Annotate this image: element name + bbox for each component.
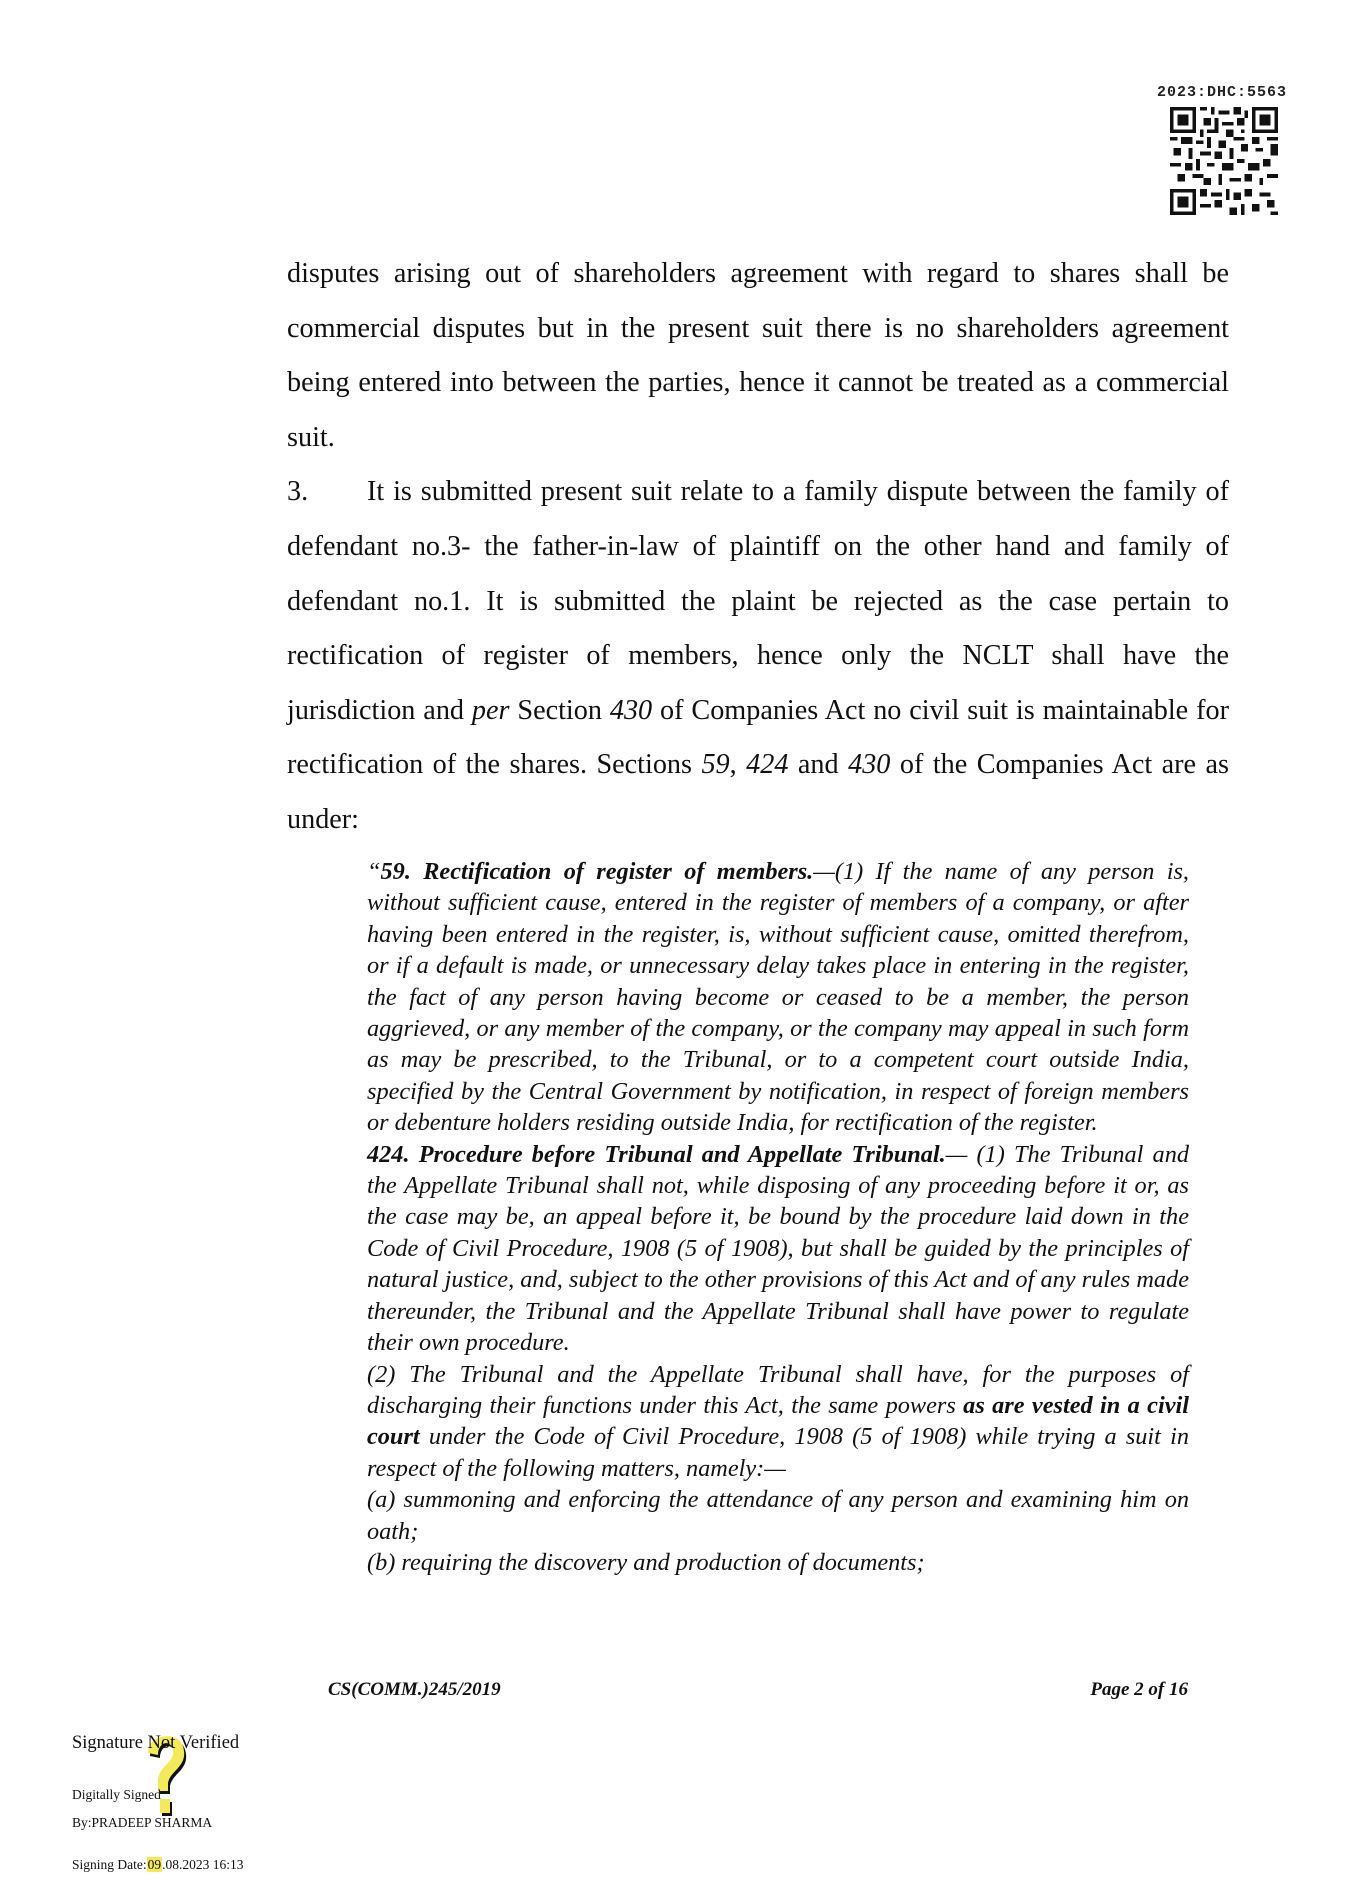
signer-name: By:PRADEEP SHARMA bbox=[72, 1815, 213, 1830]
signing-date: Signing Date:09.08.2023 16:13 bbox=[72, 1857, 244, 1872]
paragraph-3: 3. It is submitted present suit relate to a family dispute between the family of defendant no.3- the father-in-law of plaintiff on the other hand and family of defendant no.1. It is submitted the plaint be rejected as the case pertain to rectification of register of members, hence only the NCLT shall have the jurisdiction and per Section 430 of Companies Act no civil suit is maintainable for rectification of the shares. Sections 59, 424 and 430 of the Companies Act are as under: bbox=[287, 465, 1229, 847]
section-ref: 59 bbox=[701, 749, 730, 781]
digitally-signed-label: Digitally Signed bbox=[72, 1787, 161, 1802]
emphasis: as are vested in a civil court bbox=[367, 1391, 1189, 1451]
section-59-heading: 59. Rectification of register of members. bbox=[380, 858, 814, 885]
body-text bbox=[287, 247, 1229, 848]
section-ref: 424 bbox=[746, 749, 789, 781]
case-number: CS(COMM.)245/2019 bbox=[328, 1679, 501, 1700]
signature-block bbox=[72, 1733, 302, 1872]
section-ref: 430 bbox=[848, 749, 891, 781]
neutral-citation: 2023:DHC:5563 bbox=[1157, 84, 1288, 101]
statute-quote bbox=[367, 856, 1189, 1578]
section-424-heading: 424. Procedure before Tribunal and Appellate Tribunal. bbox=[367, 1140, 946, 1168]
paragraph-number: 3. bbox=[287, 476, 309, 508]
paragraph-continuation: disputes arising out of shareholders agreement with regard to shares shall be commercial disputes but in the present suit there is no shareholders agreement being entered into between the parties, hence it cannot be treated as a commercial suit. bbox=[287, 258, 1229, 453]
signature-status: Signature Not Verified bbox=[72, 1733, 240, 1753]
qr-code-icon bbox=[1170, 107, 1278, 215]
page-number: Page 2 of 16 bbox=[1090, 1679, 1188, 1700]
clause-a: (a) summoning and enforcing the attendance of any person and examining him on oath; bbox=[367, 1486, 1189, 1545]
clause-b: (b) requiring the discovery and production of documents; bbox=[367, 1548, 925, 1576]
section-ref: 430 bbox=[609, 694, 653, 726]
section-424-2: (2) The Tribunal and the Appellate Tribunal shall have, for the purposes of discharging their functions under this Act, the same powers as are vested in a civil court under the Code of Civil Procedure, 1908 (5 of 1908) while trying a suit in respect of the following matters, namely:— bbox=[367, 1360, 1189, 1482]
section-424-1: 424. Procedure before Tribunal and Appellate Tribunal.— (1) The Tribunal and the Appellate Tribunal shall not, while disposing of any proceeding before it or, as the case may be, an appeal before it, be bound by the procedure laid down in the Code of Civil Procedure, 1908 (5 of 1908), but shall be guided by the principles of natural justice, and, subject to the other provisions of this Act and of any rules made thereunder, the Tribunal and the Appellate Tribunal shall have power to regulate their own procedure. bbox=[367, 1140, 1189, 1357]
section-59: “59. Rectification of register of members.—(1) If the name of any person is, without sufficient cause, entered in the register of members of a company, or after having been entered in the register, is, without sufficient cause, omitted therefrom, or if a default is made, or unnecessary delay takes place in entering in the register, the fact of any person having become or ceased to be a member, the person aggrieved, or any member of the company, or the company may appeal in such form as may be prescribed, to the Tribunal, or to a competent court outside India, specified by the Central Government by notification, in respect of foreign members or debenture holders residing outside India, for rectification of the register. bbox=[367, 858, 1189, 1137]
